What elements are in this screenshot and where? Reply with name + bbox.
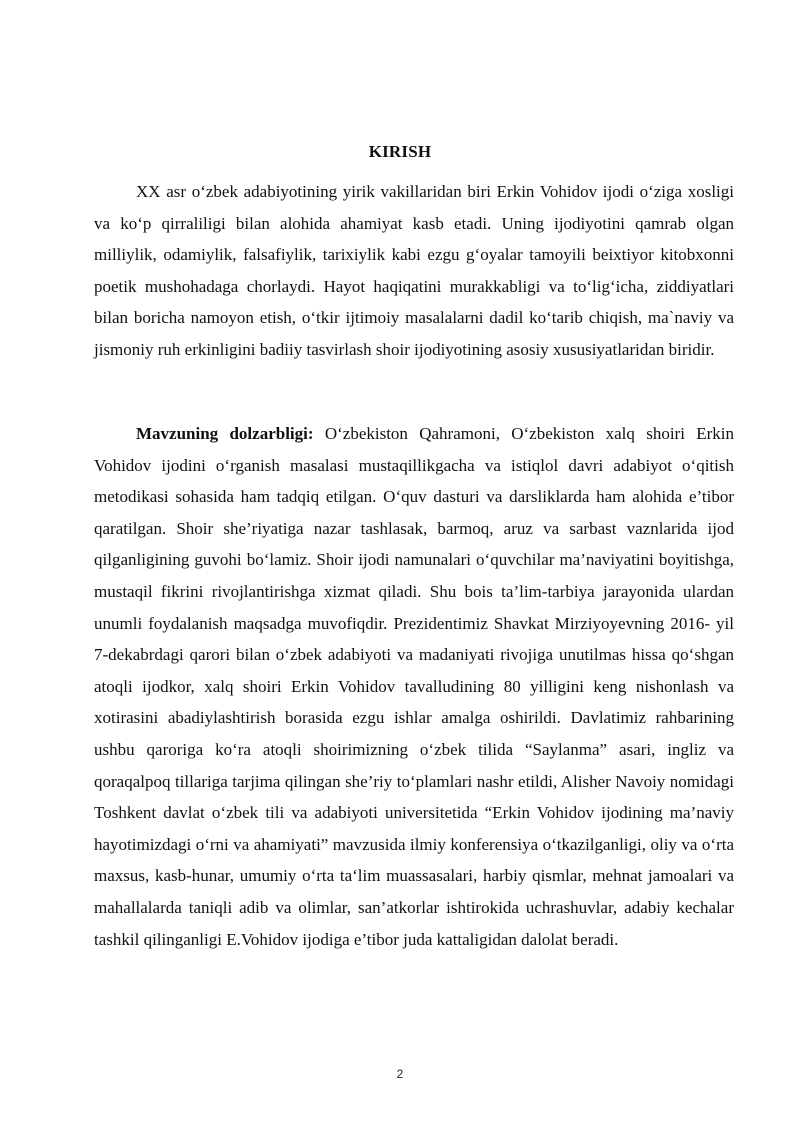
paragraph-text: O‘zbekiston Qahramoni, O‘zbekiston xalq shoiri Erkin Vohidov ijodini o‘rganish masalasi mustaqillikgacha va istiqlol davri adabiyot o‘qitish metodikasi sohasida ham tadqiq etilgan. O‘quv dasturi va darsliklarda ham alohida e’tibor qaratilgan. Shoir she’riyatiga nazar tashlasak, barmoq, aruz va sarbast vaznlarida ijod qilganligining guvohi bo‘lamiz. Shoir ijodi namunalari o‘quvchilar ma’naviyatini boyitishga, mustaqil fikrini rivojlantirishga xizmat qiladi. Shu bois ta’lim-tarbiya jarayonida ulardan unumli foydalanish maqsadga muvofiqdir. Prezidentimiz Shavkat Mirziyoyevning 2016- yil 7-dekabrdagi qarori bilan o‘zbek adabiyoti va madaniyati rivojiga unutilmas hissa qo‘shgan atoqli ijodkor, xalq shoiri Erkin Vohidov tavalludining 80 yilligini keng nishonlash va xotirasini abadiylashtirish borasida ezgu ishlar amalga oshirildi. Davlatimiz rahbarining ushbu qaroriga ko‘ra atoqli shoirimizning o‘zbek tilida “Saylanma” asari, ingliz va qoraqalpoq tillariga tarjima qilingan she’riy to‘plamlari nashr etildi, Alisher Navoiy nomidagi Toshkent davlat o‘zbek tili va adabiyoti universitetida “Erkin Vohidov ijodining ma’naviy hayotimizdagi o‘rni va ahamiyati” mavzusida ilmiy konferensiya o‘tkazilganligi, oliy va o‘rta maxsus, kasb-hunar, umumiy o‘rta ta‘lim muassasalari, harbiy qismlar, mehnat jamoalari va mahallalarda taniqli adib va olimlar, san’atkorlar ishtirokida uchrashuvlar, adabiy kechalar tashkil qilinganligi E.Vohidov ijodiga e’tibor juda kattaligidan dalolat beradi. <box>94 424 734 949</box>
page-number: 2 <box>396 1067 404 1081</box>
paragraph-lead: Mavzuning dolzarbligi: <box>136 424 314 443</box>
paragraph-text: XX asr o‘zbek adabiyotining yirik vakillaridan biri Erkin Vohidov ijodi o‘ziga xosligi va ko‘p qirraliligi bilan alohida ahamiyat kasb etadi. Uning ijodiyotini qamrab olgan milliylik, odamiylik, falsafiylik, tarixiylik kabi ezgu g‘oyalar tamoyili beixtiyor kitobxonni poetik mushohadaga chorlaydi. Hayot haqiqatini murakkabligi va to‘lig‘icha, ziddiyatlari bilan boricha namoyon etish, o‘tkir ijtimoiy masalalarni dadil ko‘tarib chiqish, ma`naviy va jismoniy ruh erkinligini badiiy tasvirlash shoir ijodiyotining asosiy xususiyatlaridan biridir. <box>94 182 734 359</box>
section-heading: KIRISH <box>368 142 432 161</box>
paragraph-introduction <box>94 176 734 366</box>
paragraph-relevance <box>94 418 734 955</box>
